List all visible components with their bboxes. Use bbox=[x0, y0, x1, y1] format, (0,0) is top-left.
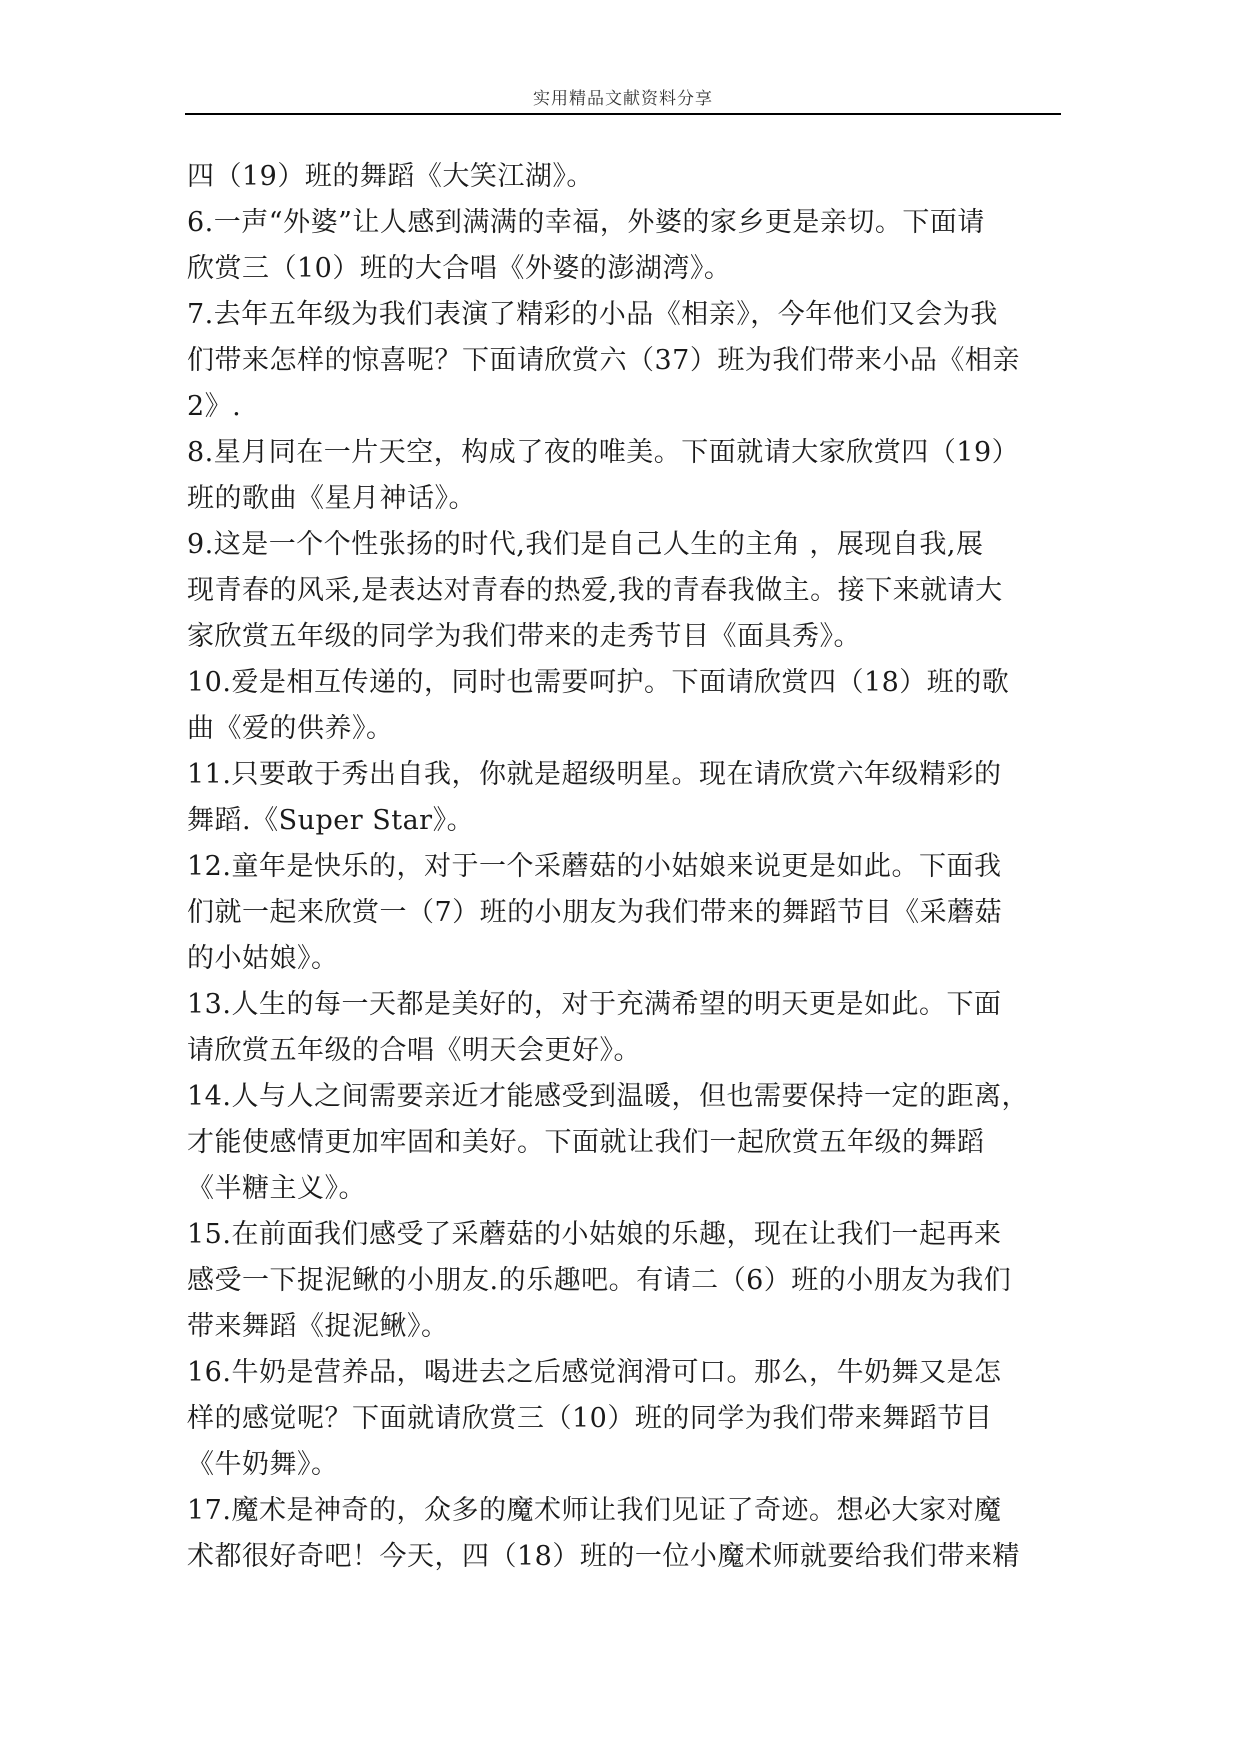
text-line: 8.星月同在一片天空，构成了夜的唯美。下面就请大家欣赏四（19） bbox=[187, 437, 1020, 468]
text-line: 17.魔术是神奇的，众多的魔术师让我们见证了奇迹。想必大家对魔 bbox=[187, 1495, 1002, 1526]
text-line: 9.这是一个个性张扬的时代,我们是自己人生的主角 ，展现自我,展 bbox=[187, 529, 984, 560]
text-line: 的小姑娘》。 bbox=[187, 943, 339, 974]
text-line: 13.人生的每一天都是美好的，对于充满希望的明天更是如此。下面 bbox=[187, 989, 1002, 1020]
text-line: 欣赏三（10）班的大合唱《外婆的澎湖湾》。 bbox=[187, 253, 732, 284]
text-line: 班的歌曲《星月神话》。 bbox=[187, 483, 476, 514]
text-line: 请欣赏五年级的合唱《明天会更好》。 bbox=[187, 1035, 641, 1066]
text-line: 四（19）班的舞蹈《大笑江湖》。 bbox=[187, 161, 594, 192]
page-header: 实用精品文献资料分享 bbox=[533, 89, 713, 109]
text-line: 15.在前面我们感受了采蘑菇的小姑娘的乐趣，现在让我们一起再来 bbox=[187, 1219, 1002, 1250]
text-line: 们就一起来欣赏一（7）班的小朋友为我们带来的舞蹈节目《采蘑菇 bbox=[187, 897, 1003, 928]
text-line: 曲《爱的供养》。 bbox=[187, 713, 394, 744]
text-line: 舞蹈.《Super Star》。 bbox=[187, 805, 475, 836]
text-line: 家欣赏五年级的同学为我们带来的走秀节目《面具秀》。 bbox=[187, 621, 861, 652]
document-body bbox=[187, 154, 1067, 1580]
text-line: 带来舞蹈《捉泥鳅》。 bbox=[187, 1311, 449, 1342]
text-line: 7.去年五年级为我们表演了精彩的小品《相亲》，今年他们又会为我 bbox=[187, 299, 998, 330]
text-line: 11.只要敢于秀出自我，你就是超级明星。现在请欣赏六年级精彩的 bbox=[187, 759, 1002, 790]
text-line: 术都很好奇吧！今天，四（18）班的一位小魔术师就要给我们带来精 bbox=[187, 1541, 1020, 1572]
text-line: 2》. bbox=[187, 391, 242, 422]
text-line: 6.一声“外婆”让人感到满满的幸福，外婆的家乡更是亲切。下面请 bbox=[187, 207, 985, 238]
text-line: 16.牛奶是营养品，喝进去之后感觉润滑可口。那么，牛奶舞又是怎 bbox=[187, 1357, 1002, 1388]
text-line: 12.童年是快乐的，对于一个采蘑菇的小姑娘来说更是如此。下面我 bbox=[187, 851, 1002, 882]
text-line: 《半糖主义》。 bbox=[187, 1173, 366, 1204]
text-line: 现青春的风采,是表达对青春的热爱,我的青春我做主。接下来就请大 bbox=[187, 575, 1003, 606]
text-line: 们带来怎样的惊喜呢？下面请欣赏六（37）班为我们带来小品《相亲 bbox=[187, 345, 1020, 376]
text-line: 14.人与人之间需要亲近才能感受到温暖，但也需要保持一定的距离， bbox=[187, 1081, 1029, 1112]
text-line: 感受一下捉泥鳅的小朋友.的乐趣吧。有请二（6）班的小朋友为我们 bbox=[187, 1265, 1012, 1296]
text-line: 样的感觉呢？下面就请欣赏三（10）班的同学为我们带来舞蹈节目 bbox=[187, 1403, 993, 1434]
text-line: 10.爱是相互传递的，同时也需要呵护。下面请欣赏四（18）班的歌 bbox=[187, 667, 1010, 698]
text-line: 《牛奶舞》。 bbox=[187, 1449, 339, 1480]
header-rule bbox=[185, 113, 1061, 115]
text-line: 才能使感情更加牢固和美好。下面就让我们一起欣赏五年级的舞蹈 bbox=[187, 1127, 985, 1158]
